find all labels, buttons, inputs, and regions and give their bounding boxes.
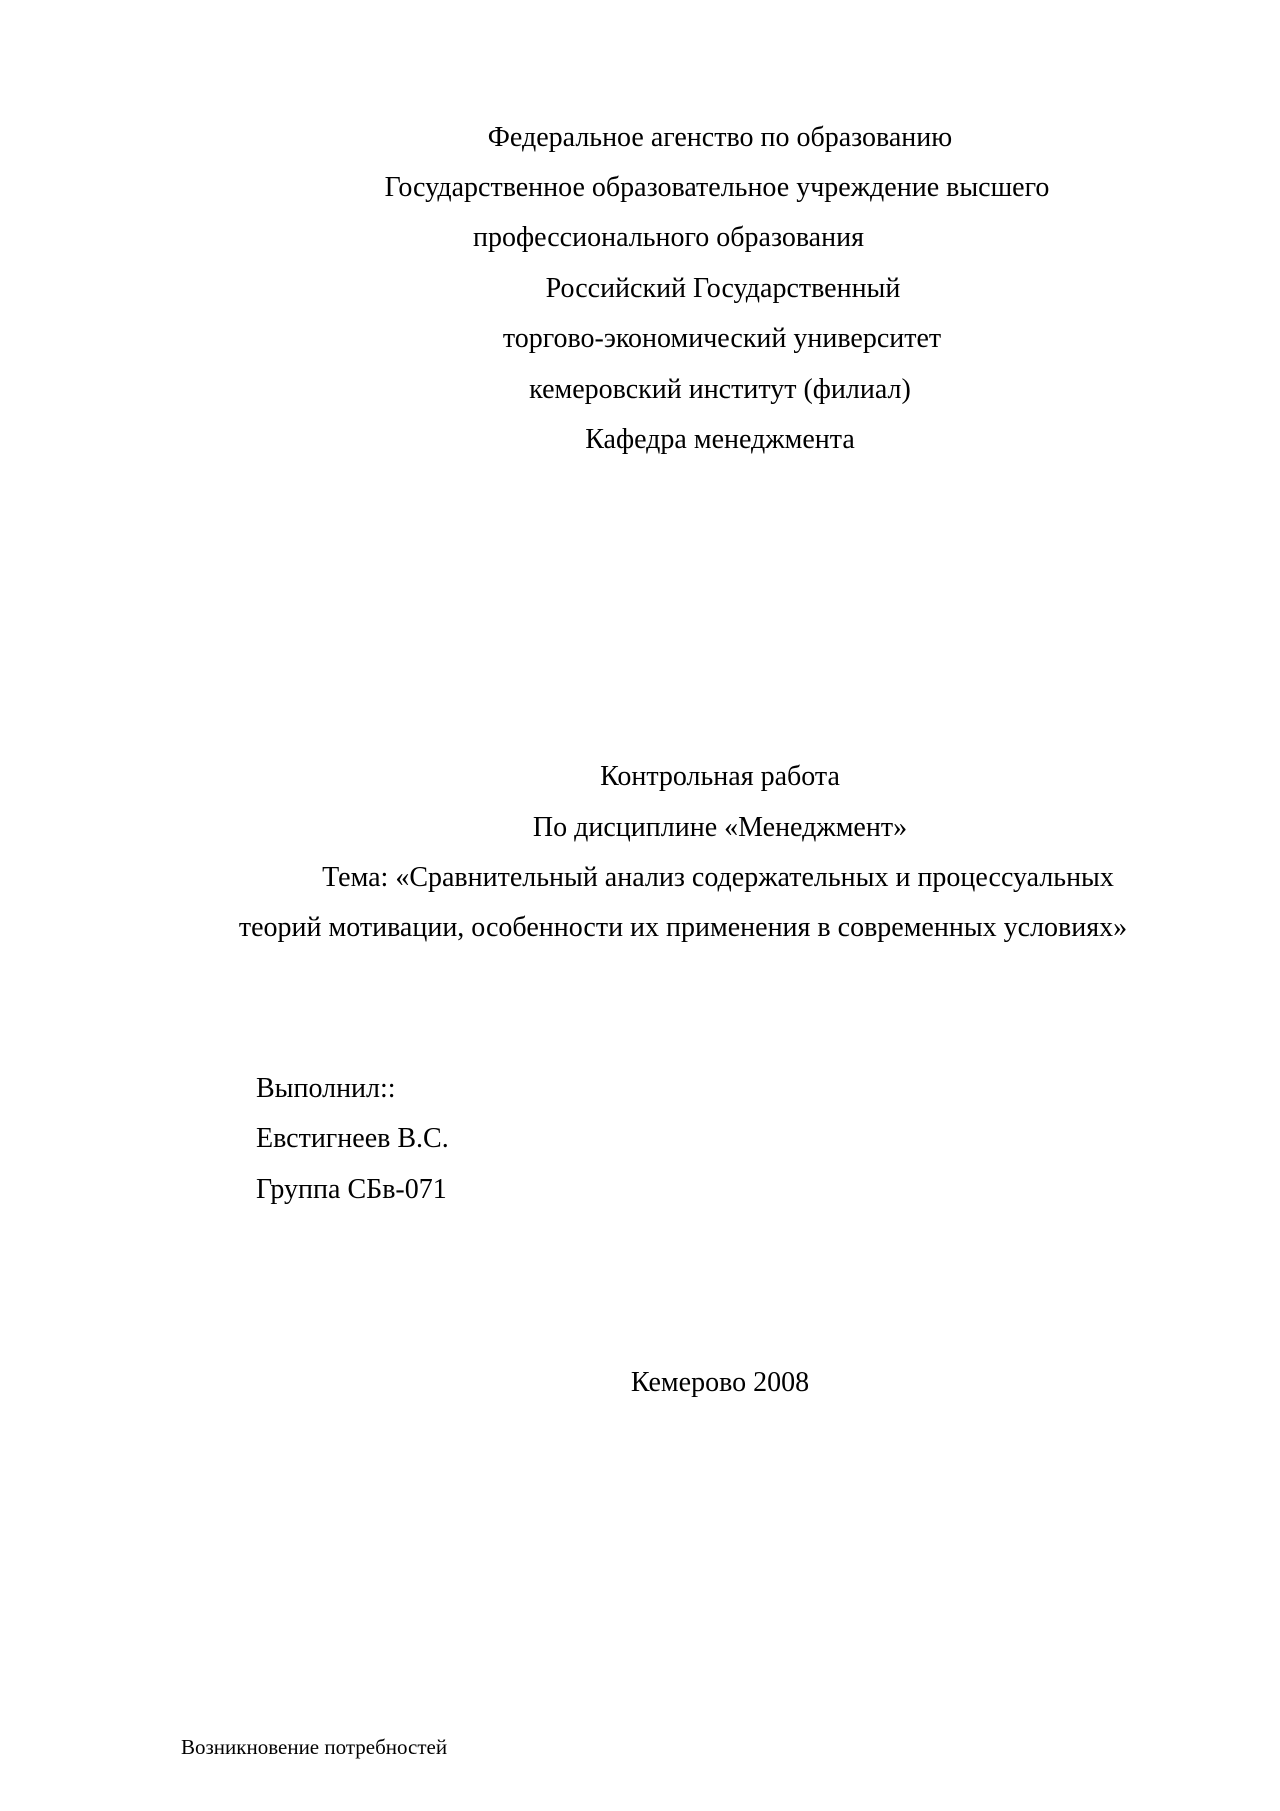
author-name: Евстигнеев В.С. bbox=[256, 1123, 449, 1154]
author-group: Группа СБв-071 bbox=[256, 1174, 447, 1205]
work-topic-line-1: Тема: «Сравнительный анализ содержательных и процессуальных bbox=[322, 862, 1114, 893]
header-department: Кафедра менеджмента bbox=[585, 424, 855, 455]
author-label: Выполнил:: bbox=[256, 1073, 396, 1104]
header-education-level: профессионального образования bbox=[473, 222, 864, 253]
footer-text: Возникновение потребностей bbox=[181, 1735, 448, 1759]
work-discipline: По дисциплине «Менеджмент» bbox=[532, 812, 908, 843]
header-university-name: Российский Государственный bbox=[545, 273, 901, 304]
work-type: Контрольная работа bbox=[600, 761, 840, 792]
header-university-type: торгово-экономический университет bbox=[502, 323, 942, 354]
work-topic-line-2: теорий мотивации, особенности их применения в современных условиях» bbox=[238, 912, 1128, 943]
header-institution: Государственное образовательное учреждение высшего bbox=[384, 172, 1050, 203]
header-branch: кемеровский институт (филиал) bbox=[529, 374, 911, 405]
city-year: Кемерово 2008 bbox=[630, 1367, 810, 1398]
header-agency: Федеральное агенство по образованию bbox=[487, 122, 953, 153]
